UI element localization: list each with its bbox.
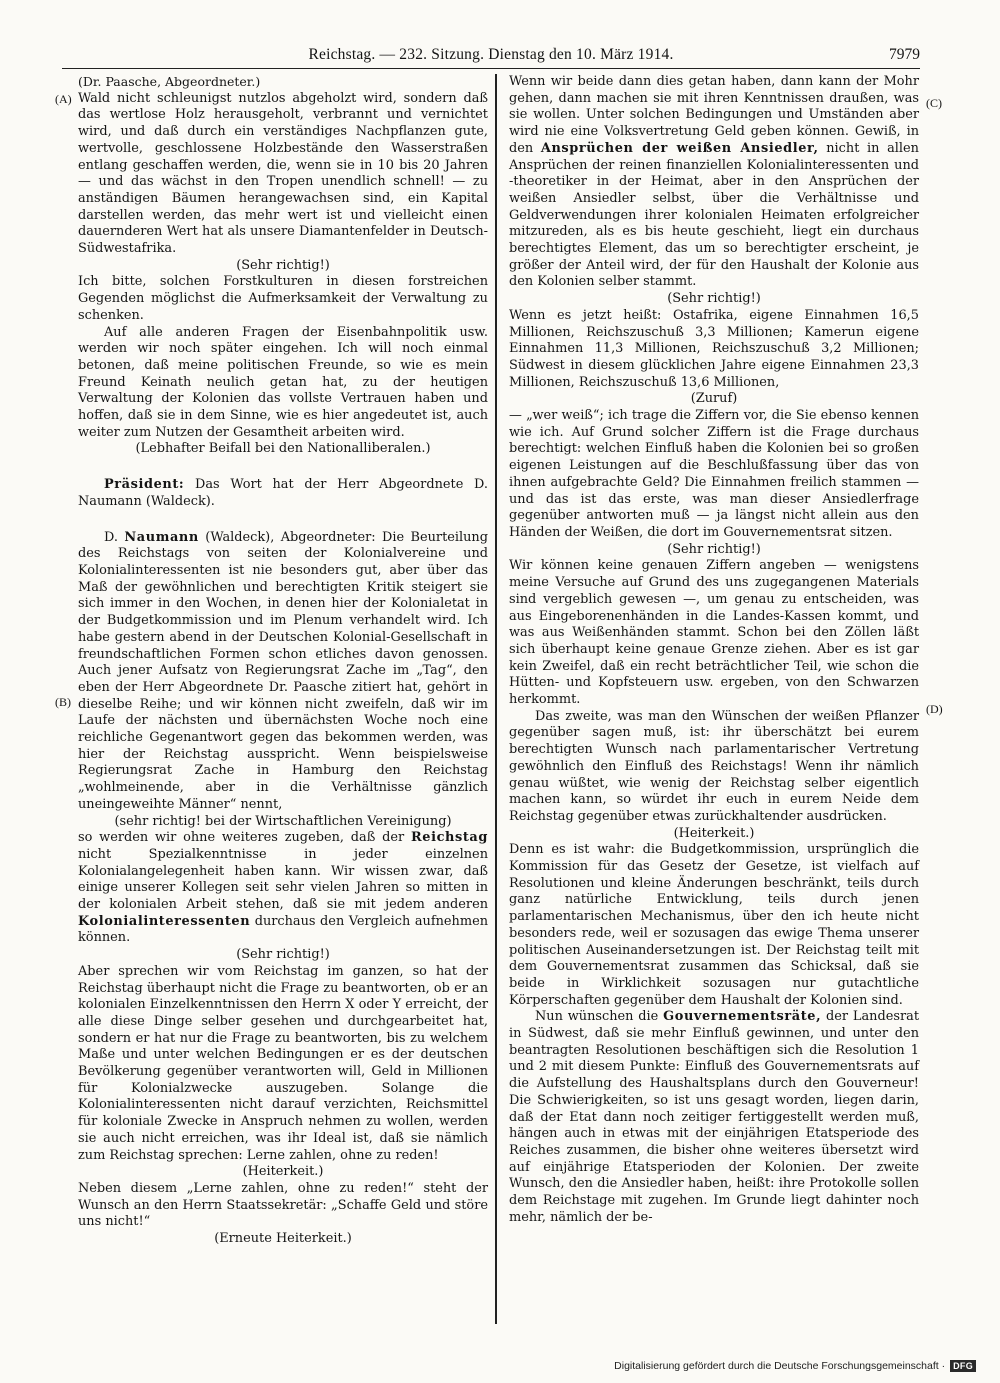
interjection: (Heiterkeit.) [673, 825, 755, 841]
dfg-logo-icon: DFG [950, 1360, 976, 1372]
text-run: nicht Spezialkenntnisse in jeder einzelnen Kolonialangelegenheit haben kann. Wir wissen zwar, daß einige unserer Kollegen seit sehr vielen Jahren so mitten in der kolonialen Arbeit stehen, daß sie mit jedem anderen [78, 846, 488, 913]
speech-opening [78, 530, 488, 814]
paragraph: Das zweite, was man den Wünschen der weißen Pflanzer gegenüber sagen muß, ist: ihr überschätzt bei eurem berechtigten Wunsch nach parlamentarischer Vertretung gewöhnlich den Einfluß des Reichstags! Wenn ihr nämlich genau wüßtet, wie wenig der Reichstag selber eigentlich machen kann, so würdet ihr euch in eurem Neide dem Reichstag gegenüber etwas zurückhaltender ausdrücken. [509, 708, 919, 824]
left-column [78, 74, 488, 1248]
president-label: Präsident: [104, 477, 185, 493]
paragraph: Wenn es jetzt heißt: Ostafrika, eigene Einnahmen 16,5 Millionen, Reichszuschuß 3,3 Millionen; Kamerun eigene Einnahmen 11,3 Millionen, Reichszuschuß 3,2 Millionen; Südwest in diesem glücklichen Jahre eigene Einnahmen 23,3 Millionen, Reichszuschuß 13,6 Millionen, [509, 307, 919, 390]
paragraph: — „wer weiß“; ich trage die Ziffern vor, die Sie ebenso kennen wie ich. Auf Grund solcher Ziffern ist die Frage durchaus berechtigt: welchen Einfluß haben die Kolonien bei so großen eigenen Leistungen auf die Beschlußfassung über das von ihnen aufgebrachte Geld? Die Einnahmen freilich stammen — und das ist das erste, was man dieser Ansiedlerfrage gegenüber antworten muß — ja längst nicht allein aus den Händen der Weißen, die dort im Gouvernementsrat sitzen. [509, 408, 919, 540]
emphasis: Gouvernementsräte, [663, 1009, 822, 1025]
text-run: Wenn wir beide dann dies getan haben, dann kann der Mohr gehen, dann machen sie mit ihren Kenntnissen draußen, was sie wollen. Unter solchen Bedingungen und Umständen aber wird nie eine Volksvertretung Geld geben können. Gewiß, in den [509, 74, 919, 156]
page-title: Reichstag. — 232. Sitzung. Dienstag den 10. März 1914. [308, 46, 674, 63]
paragraph [509, 74, 919, 291]
text-run: durchaus den Vergleich aufnehmen können. [78, 913, 488, 946]
paragraph: Denn es ist wahr: die Budgetkommission, ursprünglich die Kommission für das Gesetz der Gesetze, ist vielfach auf Resolutionen und kleine Änderungen beschränkt, teils durch ganz natürliche Entwicklung, teils durch jenen parlamentarischen Mechanismus, über den ich heute nicht besonders rede, weil er sozusagen das ewige Thema unserer politischen Auseinandersetzungen ist. Der Reichstag teilt mit dem Gouvernementsrat zusammen das Schicksal, daß sie beide in Wirklichkeit sozusagen nur gutachtliche Körperschaften gegenüber dem Haushalt der Kolonien sind. [509, 842, 919, 1008]
speech-text: (Waldeck), Abgeordneter: Die Beurteilung des Reichstags von seiten der Kolonialvereine und Kolonialinteressenten ist nie besonders gut, aber über das Maß der gewöhnlichen und berechtigten Kritik steigert sie sich immer in den Wochen, in denen hier der Kolonialetat in der Budgetkommission und im Plenum verhandelt wird. Ich habe gestern abend in der Deutschen Kolonial-Gesellschaft in freundschaftlichen Formen schon etliches davon genossen. Auch jener Aufsatz von Regierungsrat Zache im „Tag“, den eben der Herr Abgeordnete Dr. Paasche zitiert hat, gehört in dieselbe Reihe; und wir können nicht zweifeln, daß wir im Laufe der nächsten und übernächsten Woche noch eine reichliche Gegenantwort gegen das bekommen werden, was hier der Reichstag ausspricht. Wenn beispielsweise Regierungsrat Zache in Hamburg den Reichstag „wohlmeinende, aber in die Verhältnisse gänzlich uneingeweihte Männer“ nennt, [78, 529, 488, 812]
interjection: (Zuruf) [690, 391, 738, 407]
interjection: (Sehr richtig!) [667, 291, 761, 307]
margin-mark-b: (B) [55, 695, 71, 709]
speaker-attribution: (Dr. Paasche, Abgeordneter.) [78, 74, 261, 89]
footer-text: Digitalisierung gefördert durch die Deutsche Forschungsgemeinschaft · [614, 1360, 946, 1372]
paragraph [78, 830, 488, 947]
margin-mark-a: (A) [55, 92, 72, 106]
speaker-name: Naumann [124, 529, 199, 545]
right-column [509, 74, 919, 1227]
interjection: (Sehr richtig!) [236, 947, 330, 963]
interjection: (Lebhafter Beifall bei den Nationalliberalen.) [135, 441, 431, 457]
footer [614, 1360, 976, 1372]
interjection: (Heiterkeit.) [242, 1164, 324, 1180]
paragraph [509, 1009, 919, 1226]
interjection: (Erneute Heiterkeit.) [214, 1231, 352, 1247]
text-run: der Landesrat in Südwest, daß sie mehr Einfluß gewinnen, und unter den beantragten Resolutionen beschäftigen sich die Resolution 1 und 2 mit diesem Punkte: Einfluß des Gouvernementsrats auf die Aufstellung des Haushaltsplans durch den Gouverneur! Die Schwierigkeiten, so ist uns gesagt worden, liegen darin, daß der Etat dann noch zeitiger fertiggestellt werden muß, hängen auch in etwas mit der einjährigen Etatsperiode des Reiches zusammen, die bisher ohne weiteres übersetzt wird auf einjährige Etatsperioden der Kolonien. Der zweite Wunsch, den die Ansiedler haben, heißt: ihre Protokolle sollen dem Reichstage mit zugehen. Im Grunde liegt dahinter noch mehr, nämlich der be- [509, 1009, 920, 1225]
paragraph: Wir können keine genauen Ziffern angeben — wenigstens meine Versuche auf Grund des uns zugegangenen Materials sind vergeblich gewesen —, um genau zu entscheiden, was aus Eingeborenenhänden in die Landes-Kassen kommt, und was aus Weißenhänden stammt. Schon bei den Zöllen läßt sich überhaupt keine genaue Grenze ziehen. Aber es ist gar kein Zweifel, daß ein recht beträchtlicher Teil, wie schon die Hütten- und Kopfsteuern usw. ergeben, von den Schwarzen herkommt. [509, 558, 919, 708]
paragraph: Auf alle anderen Fragen der Eisenbahnpolitik usw. werden wir noch später eingehen. Ich will noch einmal betonen, daß meine politischen Freunde, so wie es mein Freund Keinath neulich getan hat, zu der heutigen Verwaltung der Kolonien das vollste Vertrauen haben und hoffen, daß sie in dem Sinne, wie es hier angedeutet ist, auch weiter zum Nutzen der Gesamtheit arbeiten wird. [78, 324, 488, 440]
text-run: Nun wünschen die [535, 1009, 664, 1025]
president-statement [78, 477, 488, 510]
emphasis: Reichstag [410, 830, 488, 846]
page-header [62, 46, 920, 69]
margin-mark-d: (D) [926, 702, 943, 716]
page-number: 7979 [889, 46, 920, 63]
margin-mark-c: (C) [926, 96, 942, 110]
paragraph: Neben diesem „Lerne zahlen, ohne zu reden!“ steht der Wunsch an den Herrn Staatssekretär: „Schaffe Geld und störe uns nicht!“ [78, 1181, 488, 1230]
text-run: nicht in allen Ansprüchen der reinen finanziellen Kolonialinteressenten und -theoretiker in der Heimat, aber in den Ansprüchen der weißen Ansiedler selbst, über die Verhältnisse und Geldverwendungen ihrer kolonialen Heimaten erfolgreicher mitzureden, als es bis heute geschieht, liegt ein durchaus berechtigtes Element, das um so berechtigter erscheint, je größer der Anteil wird, der für den Haushalt der Kolonie aus den Kolonien selber stammt. [509, 140, 919, 290]
interjection: (sehr richtig! bei der Wirtschaftlichen Vereinigung) [114, 813, 452, 829]
interjection: (Sehr richtig!) [667, 541, 761, 557]
paragraph: Aber sprechen wir vom Reichstag im ganzen, so hat der Reichstag überhaupt nicht die Frage zu beantworten, ob er an kolonialen Einzelkenntnissen den Herrn X oder Y erreicht, der alle diese Dinge selber gesehen und durchgearbeitet hat, sondern er hat nur die Frage zu beantworten, bis zu welchem Maße und unter welchen Bedingungen er es der deutschen Bevölkerung gegenüber verantworten will, Geld in Millionen für Kolonialzwecke auszugeben. Solange die Kolonialinteressenten nicht darauf verzichten, Reichsmittel für koloniale Zwecke in Anspruch nehmen zu wollen, werden sie auch nicht erreichen, was ihr Ideal ist, daß sie nämlich zum Reichstag sprechen: Lerne zahlen, ohne zu reden! [78, 963, 488, 1163]
interjection: (Sehr richtig!) [236, 257, 330, 273]
emphasis: Ansprüchen der weißen Ansiedler, [540, 140, 819, 156]
paragraph: Wald nicht schleunigst nutzlos abgeholzt wird, sondern daß das wertlose Holz herausgeholt, verbrannt und vernichtet wird, und daß durch ein verständiges Nachpflanzen gute, wertvolle, geschlossene Holzbestände den Wasserstraßen entlang geschaffen werden, die, wenn sie in 10 bis 20 Jahren — und das wächst in den Tropen unendlich schnell! — zu anständigen Bäumen herangewachsen sind, ein Kapital darstellen werden, das mehr wert ist und vielleicht einen dauernderen Wert hat als unsere Diamantenfelder in Deutsch-Südwestafrika. [78, 90, 488, 257]
speaker-title: D. [104, 529, 125, 545]
column-divider [495, 74, 497, 1324]
text-run: so werden wir ohne weiteres zugeben, daß der [78, 830, 411, 846]
paragraph: Ich bitte, solchen Forstkulturen in diesen forstreichen Gegenden möglichst die Aufmerksamkeit der Verwaltung zu schenken. [78, 274, 488, 323]
president-text: Das Wort hat der Herr Abgeordnete D. Naumann (Waldeck). [78, 477, 488, 509]
emphasis: Kolonialinteressenten [78, 913, 251, 929]
